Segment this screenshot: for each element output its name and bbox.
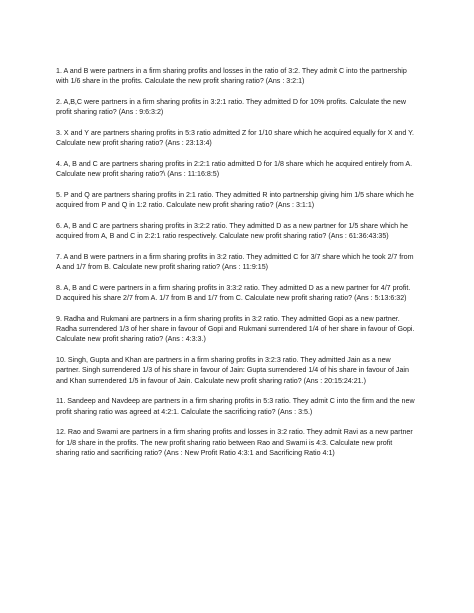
question-5: 5. P and Q are partners sharing profits in 2:1 ratio. They admitted R into partnership giving him 1/5 share which he acquired from P and Q in 1:2 ratio. Calculate new profit sharing ratio? (Ans : 3:1:1)	[56, 191, 414, 210]
question-11: 11. Sandeep and Navdeep are partners in a firm sharing profits in 5:3 ratio. They admit C into the firm and the new profit sharing ratio was agreed at 4:2:1. Calculate the sacrificing ratio? (Ans : 3:5.)	[56, 397, 415, 416]
question-12: 12. Rao and Swami are partners in a firm sharing profits and losses in 3:2 ratio. They admit Ravi as a new partner for 1/8 share in the profits. The new profit sharing ratio between Rao and Swami is 4:3. Calculate new profit sharing ratio and sacrificing ratio? (Ans : New Profit Ratio 4:3:1 and Sacrificing Ratio 4:1)	[56, 428, 413, 457]
question-10: 10. Singh, Gupta and Khan are partners in a firm sharing profits in 3:2:3 ratio. They admitted Jain as a new partner. Singh surrendered 1/3 of his share in favour of Jain: Gupta surrendered 1/4 of his share in favour of Jain and Khan surrendered 1/5 in favour of Jain. Calculate new profit sharing ratio? (Ans : 20:15:24:21.)	[56, 356, 409, 385]
question-1: 1. A and B were partners in a firm sharing profits and losses in the ratio of 3:2. They admit C into the partnership with 1/6 share in the profits. Calculate the new profit sharing ratio? (Ans : 3:2:1)	[56, 67, 407, 86]
question-6: 6. A, B and C are partners sharing profits in 3:2:2 ratio. They admitted D as a new partner for 1/5 share which he acquired from A, B and C in 2:2:1 ratio respectively. Calculate new profit sharing ratio? (Ans : 61:36:43:35)	[56, 222, 408, 241]
question-3: 3. X and Y are partners sharing profits in 5:3 ratio admitted Z for 1/10 share which he acquired equally for X and Y. Calculate new profit sharing ratio? (Ans : 23:13:4)	[56, 129, 414, 148]
question-7: 7. A and B were partners in a firm sharing profits in 3:2 ratio. They admitted C for 3/7 share which he took 2/7 from A and 1/7 from B. Calculate new profit sharing ratio? (Ans : 11:9:15)	[56, 253, 414, 272]
question-8: 8. A, B and C were partners in a firm sharing profits in 3:3:2 ratio. They admitted D as a new partner for 4/7 profit. D acquired his share 2/7 from A. 1/7 from B and 1/7 from C. Calculate new profit sharing ratio? (Ans : 5:13:6:32)	[56, 284, 411, 303]
question-2: 2. A,B,C were partners in a firm sharing profits in 3:2:1 ratio. They admitted D for 10% profits. Calculate the new profit sharing ratio? (Ans : 9:6:3:2)	[56, 98, 406, 117]
question-9: 9. Radha and Rukmani are partners in a firm sharing profits in 3:2 ratio. They admitted Gopi as a new partner. Radha surrendered 1/3 of her share in favour of Gopi and Rukmani surrendered 1/4 of her share in favour of Gopi. Calculate new profit sharing ratio? (Ans : 4:3:3.)	[56, 315, 415, 344]
question-list	[56, 66, 416, 469]
question-4: 4. A, B and C are partners sharing profits in 2:2:1 ratio admitted D for 1/8 share which he acquired entirely from A. Calculate new profit sharing ratio?\ (Ans : 11:16:8:5)	[56, 160, 413, 179]
